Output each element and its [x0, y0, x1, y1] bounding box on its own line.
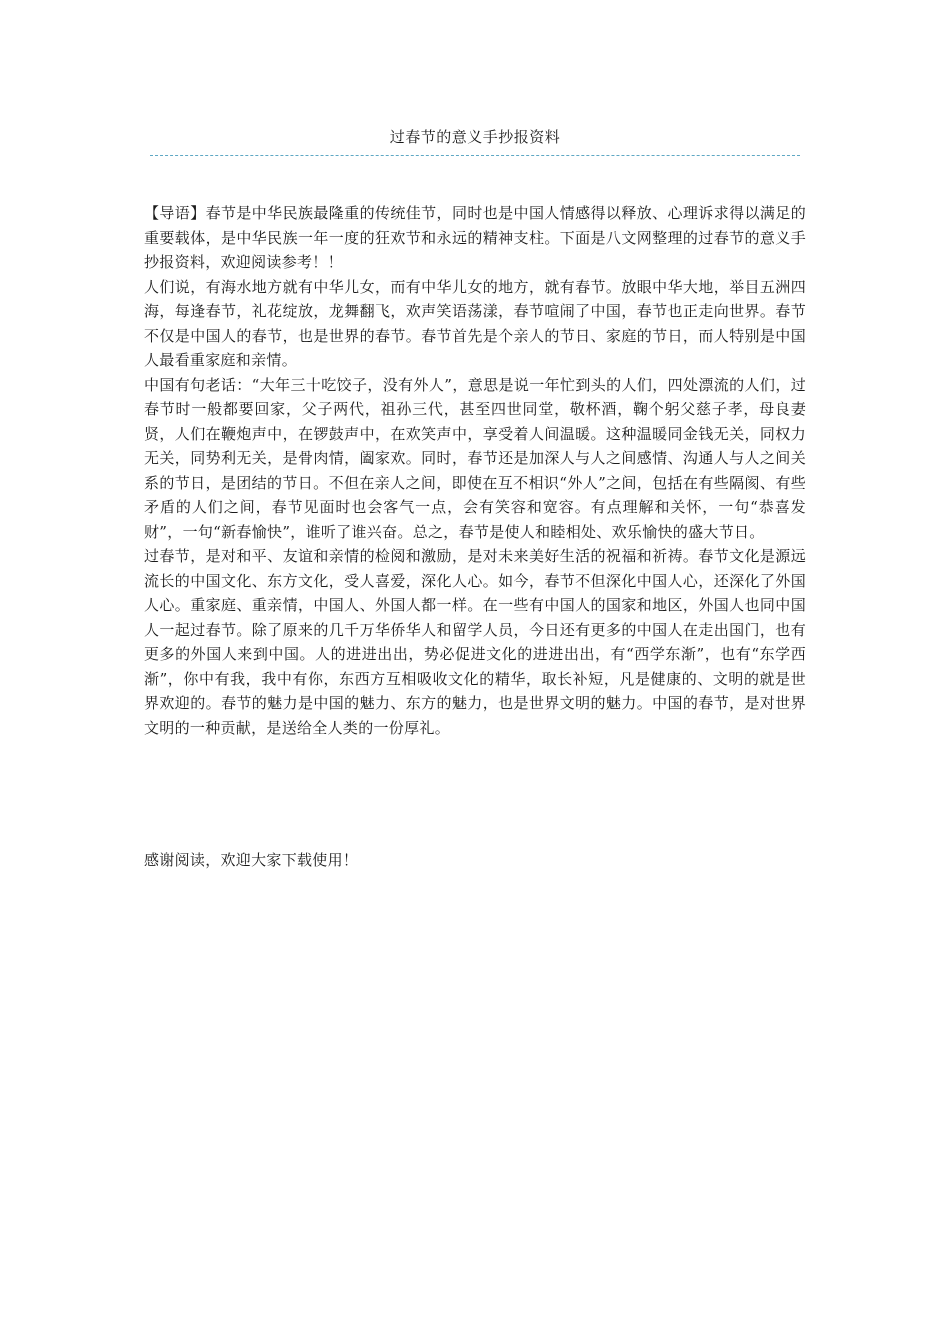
document-body	[144, 201, 806, 740]
intro-paragraph: 【导语】春节是中华民族最隆重的传统佳节，同时也是中国人情感得以释放、心理诉求得以满足的重要载体，是中华民族一年一度的狂欢节和永远的精神支柱。下面是八文网整理的过春节的意义手抄报资料，欢迎阅读参考！！	[144, 204, 806, 271]
body-paragraph: 人们说，有海水地方就有中华儿女，而有中华儿女的地方，就有春节。放眼中华大地，举目五洲四海，每逢春节，礼花绽放，龙舞翻飞，欢声笑语荡漾，春节喧闹了中国，春节也正走向世界。春节不仅是中国人的春节，也是世界的春节。春节首先是个亲人的节日、家庭的节日，而人特别是中国人最看重家庭和亲情。	[144, 277, 806, 369]
title-divider	[150, 155, 800, 156]
body-paragraph: 中国有句老话：“大年三十吃饺子，没有外人”，意思是说一年忙到头的人们，四处漂流的人们，过春节时一般都要回家，父子两代，祖孙三代，甚至四世同堂，敬杯酒，鞠个躬父慈子孝，母良妻贤，人们在鞭炮声中，在锣鼓声中，在欢笑声中，享受着人间温暖。这种温暖同金钱无关，同权力无关，同势利无关，是骨肉情，阖家欢。同时，春节还是加深人与人之间感情、沟通人与人之间关系的节日，是团结的节日。不但在亲人之间，即使在互不相识“外人”之间，包括在有些隔阂、有些矛盾的人们之间，春节见面时也会客气一点，会有笑容和宽容。有点理解和关怀，一句“恭喜发财”，一句“新春愉快”，谁听了谁兴奋。总之，春节是使人和睦相处、欢乐愉快的盛大节日。	[144, 375, 806, 541]
closing-note: 感谢阅读，欢迎大家下载使用！	[144, 851, 359, 869]
body-paragraph: 过春节，是对和平、友谊和亲情的检阅和激励，是对未来美好生活的祝福和祈祷。春节文化是源远流长的中国文化、东方文化，受人喜爱，深化人心。如今，春节不但深化中国人心，还深化了外国人心。重家庭、重亲情，中国人、外国人都一样。在一些有中国人的国家和地区，外国人也同中国人一起过春节。除了原来的几千万华侨华人和留学人员，今日还有更多的中国人在走出国门，也有更多的外国人来到中国。人的进进出出，势必促进文化的进进出出，有“西学东渐”，也有“东学西渐”，你中有我，我中有你，东西方互相吸收文化的精华，取长补短，凡是健康的、文明的就是世界欢迎的。春节的魅力是中国的魅力、东方的魅力，也是世界文明的魅力。中国的春节，是对世界文明的一种贡献，是送给全人类的一份厚礼。	[144, 547, 806, 737]
document-title: 过春节的意义手抄报资料	[389, 128, 561, 146]
